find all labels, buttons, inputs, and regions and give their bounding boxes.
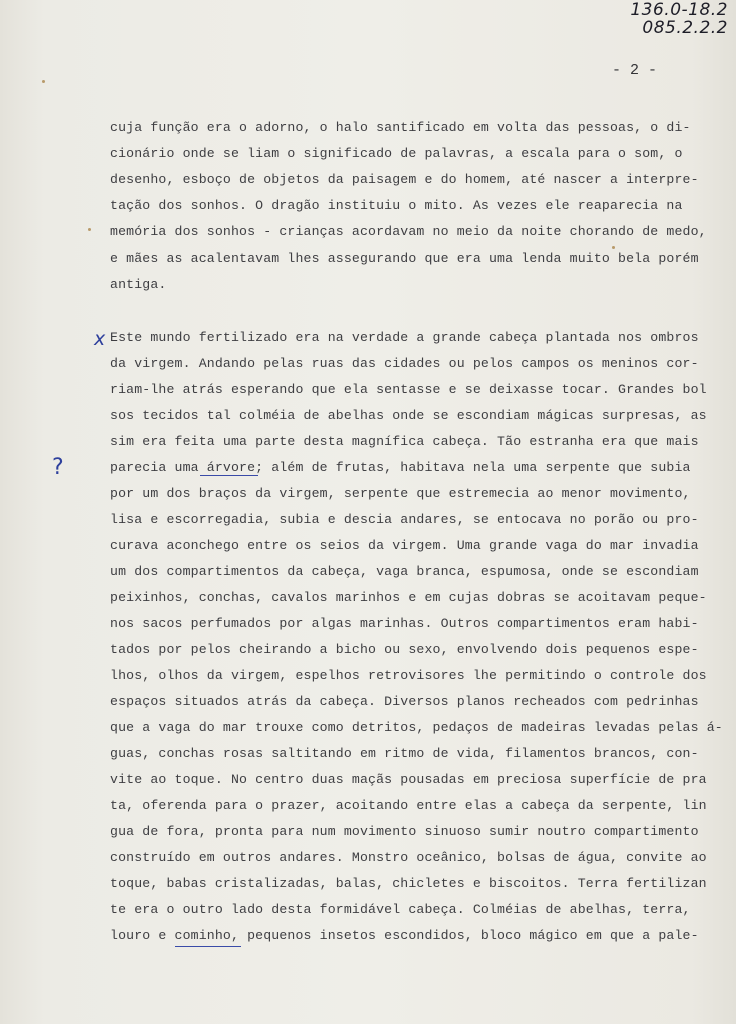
text-line: que a vaga do mar trouxe como detritos, pedaços de madeiras levadas pelas á- bbox=[110, 720, 723, 735]
text-line: parecia uma árvore; além de frutas, habitava nela uma serpente que subia bbox=[110, 460, 691, 475]
pen-underline bbox=[175, 946, 241, 947]
text-line: da virgem. Andando pelas ruas das cidades ou pelos campos os meninos cor- bbox=[110, 356, 699, 371]
text-line: toque, babas cristalizadas, balas, chicletes e biscoitos. Terra fertilizan bbox=[110, 876, 707, 891]
text-line: desenho, esboço de objetos da paisagem e do homem, até nascer a interpre- bbox=[110, 172, 699, 187]
text-line: lisa e escorregadia, subia e descia andares, se entocava no porão ou pro- bbox=[110, 512, 699, 527]
text-line: um dos compartimentos da cabeça, vaga branca, espumosa, onde se escondiam bbox=[110, 564, 699, 579]
text-line: antiga. bbox=[110, 277, 167, 292]
archive-code-line-1: 136.0-18.2 bbox=[630, 0, 728, 20]
text-line: memória dos sonhos - crianças acordavam no meio da noite chorando de medo, bbox=[110, 224, 707, 239]
text-line: espaços situados atrás da cabeça. Diversos planos recheados com pedrinhas bbox=[110, 694, 699, 709]
text-line: louro e cominho, pequenos insetos escondidos, bloco mágico em que a pale- bbox=[110, 928, 699, 943]
text-line: lhos, olhos da virgem, espelhos retrovisores lhe permitindo o controle dos bbox=[110, 668, 707, 683]
text-line: vite ao toque. No centro duas maçãs pousadas em preciosa superfície de pra bbox=[110, 772, 707, 787]
paper-speck bbox=[88, 228, 91, 231]
text-line: gua de fora, pronta para num movimento sinuoso sumir noutro compartimento bbox=[110, 824, 699, 839]
text-line: por um dos braços da virgem, serpente que estremecia ao menor movimento, bbox=[110, 486, 691, 501]
text-line: curava aconchego entre os seios da virgem. Uma grande vaga do mar invadia bbox=[110, 538, 699, 553]
text-line: ta, oferenda para o prazer, acoitando entre elas a cabeça da serpente, lin bbox=[110, 798, 707, 813]
page-number: - 2 - bbox=[612, 62, 658, 79]
text-line: peixinhos, conchas, cavalos marinhos e em cujas dobras se acoitavam peque- bbox=[110, 590, 707, 605]
archive-code-line-2: 085.2.2.2 bbox=[642, 18, 728, 38]
text-line: e mães as acalentavam lhes assegurando que era uma lenda muito bela porém bbox=[110, 251, 699, 266]
text-line: cuja função era o adorno, o halo santificado em volta das pessoas, o di- bbox=[110, 120, 691, 135]
text-line: te era o outro lado desta formidável cabeça. Colméias de abelhas, terra, bbox=[110, 902, 691, 917]
text-line: cionário onde se liam o significado de palavras, a escala para o som, o bbox=[110, 146, 683, 161]
text-line: Este mundo fertilizado era na verdade a grande cabeça plantada nos ombros bbox=[110, 330, 699, 345]
handwritten-x-mark: x bbox=[94, 328, 106, 350]
text-line: tados por pelos cheirando a bicho ou sexo, envolvendo dois pequenos espe- bbox=[110, 642, 699, 657]
handwritten-question-mark: ? bbox=[52, 455, 64, 480]
text-line: sim era feita uma parte desta magnífica cabeça. Tão estranha era que mais bbox=[110, 434, 699, 449]
text-line: sos tecidos tal colméia de abelhas onde se escondiam mágicas surpresas, as bbox=[110, 408, 707, 423]
paper-speck bbox=[42, 80, 45, 83]
text-line: guas, conchas rosas saltitando em ritmo de vida, filamentos brancos, con- bbox=[110, 746, 699, 761]
pen-underline bbox=[200, 475, 258, 476]
text-line: nos sacos perfumados por algas marinhas. Outros compartimentos eram habi- bbox=[110, 616, 699, 631]
text-line: riam-lhe atrás esperando que ela sentasse e se deixasse tocar. Grandes bol bbox=[110, 382, 707, 397]
paper-speck bbox=[612, 246, 615, 249]
text-line: construído em outros andares. Monstro oceânico, bolsas de água, convite ao bbox=[110, 850, 707, 865]
text-line: tação dos sonhos. O dragão instituiu o mito. As vezes ele reaparecia na bbox=[110, 198, 683, 213]
